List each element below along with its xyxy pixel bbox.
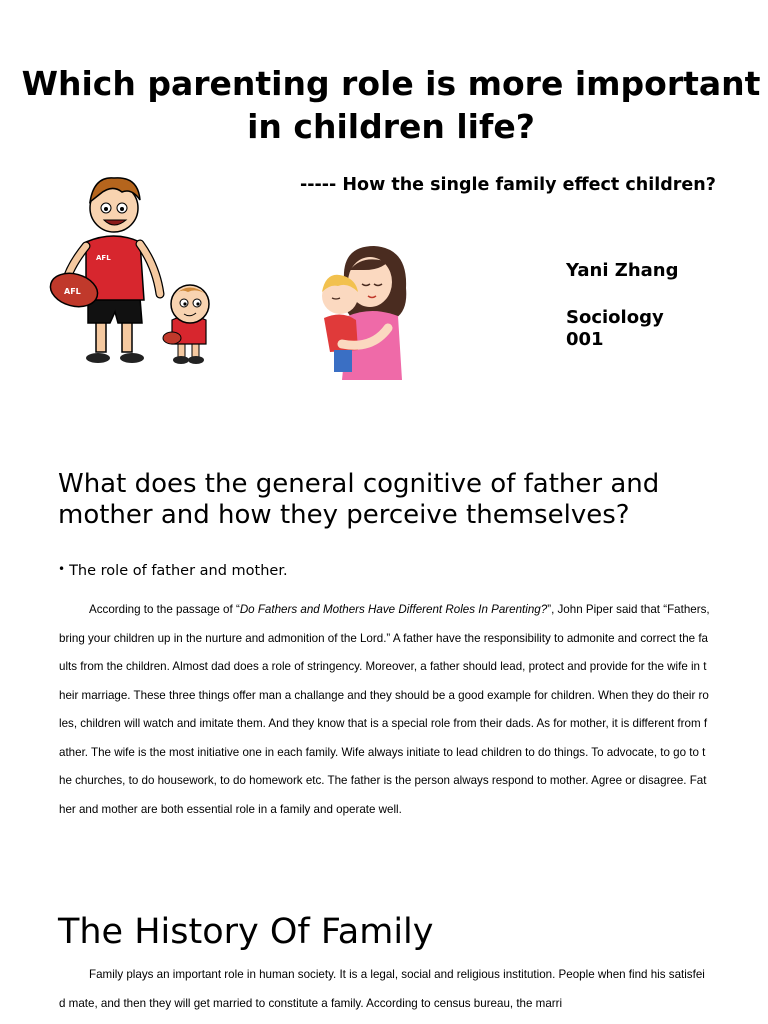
bullet-icon: • [58,562,66,576]
body-paragraph-history: Family plays an important role in human society. It is a legal, social and religious institution. People when find his satisfeid mate, and then they will get married to constitute a family. According to census bureau, the marri [59,968,705,1010]
football-label: AFL [64,287,81,296]
paragraph-intro: According to the passage of “ [89,603,240,616]
jersey-label: AFL [96,254,111,262]
body-paragraph-roles [59,596,711,824]
course-name: Sociology 001 [566,307,664,350]
subtitle: ----- How the single family effect children? [300,175,716,195]
section-heading-cognitive: What does the general cognitive of father and mother and how they perceive themselves? [58,469,660,530]
document-title: Which parenting role is more important in children life? [21,64,761,146]
father-and-son-illustration [48,170,228,370]
paragraph-body: ”, John Piper said that “Fathers, bring your children up in the nurture and admonition of the Lord.” A father have the responsibility to admonite and correct the faults from the children. Almost dad does a role of stringency. Moreover, a father should lead, protect and provide for the wife in their marriage. These three things offer man a challange and they should be a good example for children. When they do their roles, children will watch and imitate them. And they know that is a special role from their dads. As for mother, it is different from father. The wife is the most initiative one in each family. Wife always initiate to lead children to do things. To advocate, to go to the churches, to do housework, to do homework etc. The father is the person always respond to mother. Agree or disagree. Father and mother are both essential role in a family and operate well. [59,603,710,816]
author-name: Yani Zhang [566,260,679,281]
section-heading-history: The History Of Family [58,912,434,952]
bullet-item [58,563,288,579]
mother-and-child-illustration [312,240,422,390]
cited-article-title: Do Fathers and Mothers Have Different Roles In Parenting? [239,603,548,616]
bullet-text: The role of father and mother. [69,563,288,579]
